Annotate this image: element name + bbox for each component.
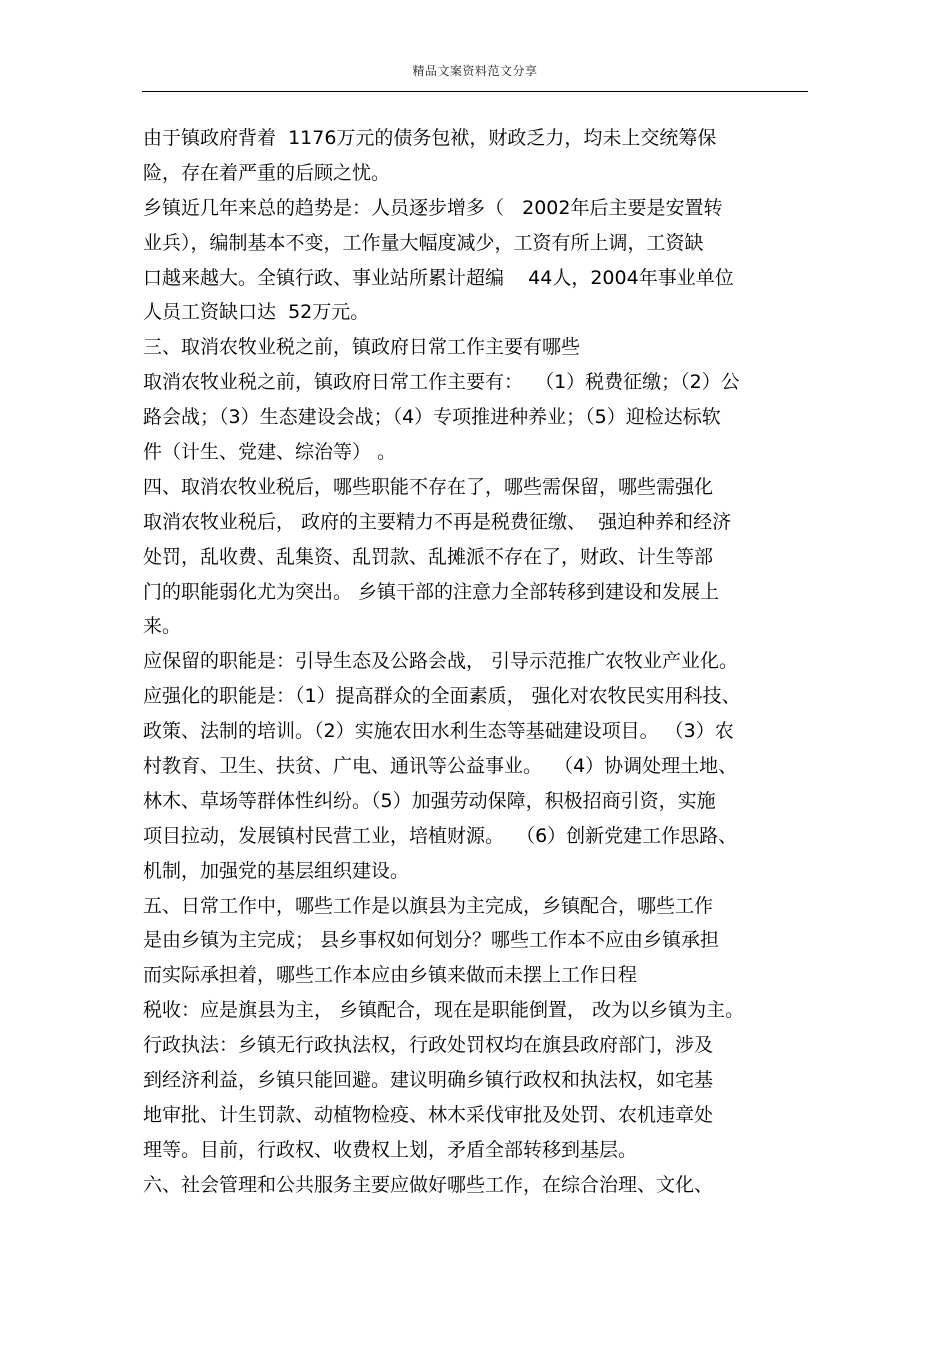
text-line: 机制，加强党的基层组织建设。	[143, 859, 410, 882]
text-line: 应保留的职能是：引导生态及公路会战， 引导示范推广农牧业产业化。	[143, 650, 739, 673]
text-line: 险，存在着严重的后顾之忧。	[143, 161, 391, 184]
text-line: 到经济利益，乡镇只能回避。建议明确乡镇行政权和执法权，如宅基	[143, 1069, 714, 1092]
text-line: 取消农牧业税后， 政府的主要精力不再是税费征缴、 强迫种养和经济	[143, 510, 732, 533]
text-line: 项目拉动，发展镇村民营工业，培植财源。 （6）创新党建工作思路、	[143, 824, 738, 847]
section-heading: 三、取消农牧业税之前，镇政府日常工作主要有哪些	[143, 336, 581, 359]
text-line: 村教育、卫生、扶贫、广电、通讯等公益事业。 （4）协调处理土地、	[143, 755, 738, 778]
text-line: 理等。目前，行政权、收费权上划，矛盾全部转移到基层。	[143, 1138, 638, 1161]
text-line: 税收：应是旗县为主， 乡镇配合，现在是职能倒置， 改为以乡镇为主。	[143, 999, 745, 1022]
text-line: 业兵），编制基本不变，工作量大幅度减少，工资有所上调，工资缺	[143, 231, 704, 254]
text-line: 件（计生、党建、综治等） 。	[143, 441, 397, 464]
text-line: 路会战；（3）生态建设会战；（4）专项推进种养业；（5）迎检达标软	[143, 406, 721, 429]
header-divider	[142, 91, 808, 92]
section-heading: 四、取消农牧业税后，哪些职能不存在了，哪些需保留，哪些需强化	[143, 475, 714, 498]
text-line: 乡镇近几年来总的趋势是：人员逐步增多（ 2002年后主要是安置转	[143, 196, 723, 219]
section-heading: 而实际承担着，哪些工作本应由乡镇来做而未摆上工作日程	[143, 964, 638, 987]
text-line: 来。	[143, 615, 182, 638]
text-line: 门的职能弱化尤为突出。 乡镇干部的注意力全部转移到建设和发展上	[143, 580, 720, 603]
text-line: 地审批、计生罚款、动植物检疫、林木采伐审批及处罚、农机违章处	[143, 1103, 714, 1126]
text-line: 取消农牧业税之前，镇政府日常工作主要有： （1）税费征缴；（2）公	[143, 371, 740, 394]
text-line: 行政执法：乡镇无行政执法权，行政处罚权均在旗县政府部门，涉及	[143, 1034, 714, 1057]
text-line: 应强化的职能是：（1）提高群众的全面素质， 强化对农牧民实用科技、	[143, 685, 741, 708]
text-line: 人员工资缺口达 52万元。	[143, 301, 370, 324]
text-line: 林木、草场等群体性纠纷。（5）加强劳动保障，积极招商引资，实施	[143, 789, 716, 812]
page-header: 精品文案资料范文分享	[412, 64, 538, 78]
text-line: 处罚，乱收费、乱集资、乱罚款、乱摊派不存在了，财政、计生等部	[143, 545, 714, 568]
text-line: 政策、法制的培训。（2）实施农田水利生态等基础建设项目。 （3）农	[143, 720, 734, 743]
section-heading: 是由乡镇为主完成； 县乡事权如何划分？哪些工作本不应由乡镇承担	[143, 929, 720, 952]
section-heading: 五、日常工作中，哪些工作是以旗县为主完成，乡镇配合，哪些工作	[143, 894, 714, 917]
document-body	[143, 121, 813, 1203]
section-heading: 六、社会管理和公共服务主要应做好哪些工作，在综合治理、文化、	[143, 1173, 714, 1196]
text-line: 由于镇政府背着 1176万元的债务包袱，财政乏力，均未上交统筹保	[143, 127, 717, 149]
text-line: 口越来越大。全镇行政、事业站所累计超编 44人，2004年事业单位	[143, 266, 734, 289]
